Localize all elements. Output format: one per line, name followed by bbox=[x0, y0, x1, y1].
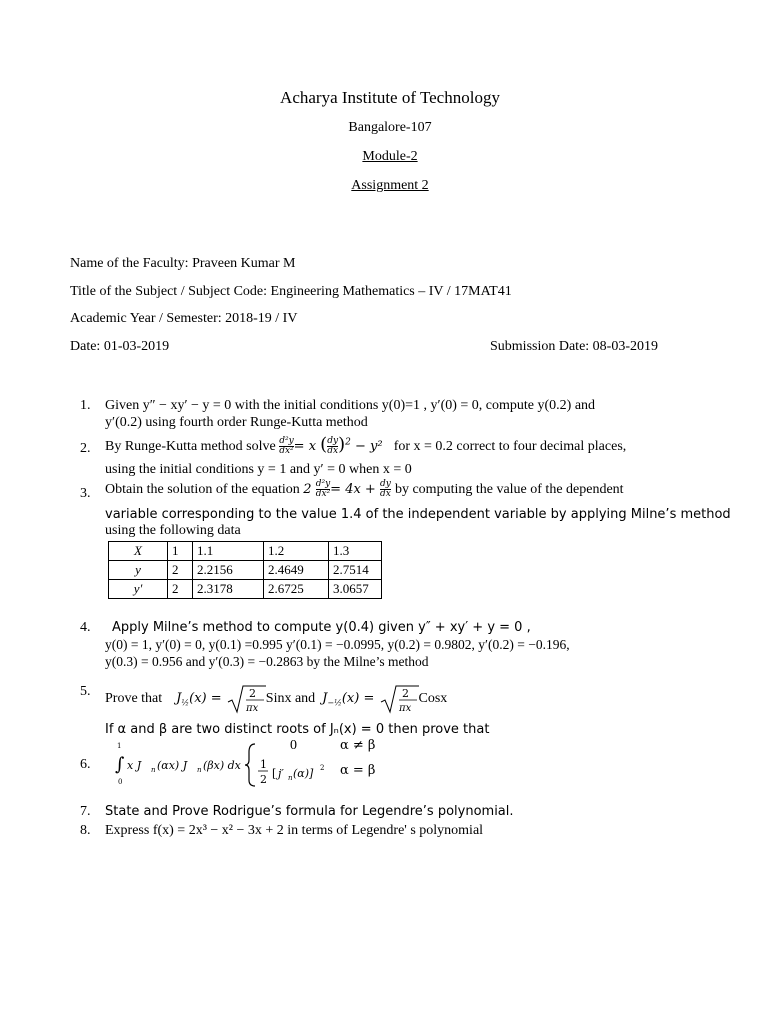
question-1-number: 1. bbox=[80, 398, 91, 413]
svg-text:n: n bbox=[197, 766, 202, 774]
table-cell: 2 bbox=[168, 561, 193, 580]
table-row bbox=[109, 542, 382, 561]
svg-text:0: 0 bbox=[118, 778, 123, 786]
question-4-line-2: y(0) = 1, y′(0) = 0, y(0.1) =0.995 y′(0.1) = −0.0995, y(0.2) = 0.9802, y′(0.2) = −0.196, bbox=[105, 637, 570, 652]
table-cell: 3.0657 bbox=[329, 580, 382, 599]
table-cell: 2 bbox=[168, 580, 193, 599]
question-2-number: 2. bbox=[80, 441, 91, 456]
question-6-intro: If α and β are two distinct roots of Jₙ(x) = 0 then prove that bbox=[105, 722, 490, 737]
academic-year-line: Academic Year / Semester: 2018-19 / IV bbox=[70, 311, 298, 326]
faculty-line: Name of the Faculty: Praveen Kumar M bbox=[70, 256, 296, 271]
svg-text:x J: x J bbox=[127, 759, 142, 772]
table-cell: 1.3 bbox=[329, 542, 382, 561]
svg-text:(βx) dx: (βx) dx bbox=[203, 759, 241, 772]
question-3-equation: 2 $\frac{\text{d²y}}{\text{dx²}}$ = 4x + $\frac{dy}{dx}$ bbox=[303, 479, 391, 499]
question-7-text: State and Prove Rodrigue’s formula for Legendre’s polynomial. bbox=[105, 804, 514, 819]
svg-text:n: n bbox=[151, 766, 156, 774]
question-3-line-2: variable corresponding to the value 1.4 of the independent variable by applying Milne’s method bbox=[105, 507, 731, 522]
case-1-value: 0 bbox=[290, 738, 297, 753]
case-2-condition: α = β bbox=[340, 763, 376, 778]
submission-date-line: Submission Date: 08-03-2019 bbox=[490, 339, 658, 354]
question-4-line-3: y(0.3) = 0.956 and y′(0.3) = −0.2863 by the Milne’s method bbox=[105, 654, 429, 669]
svg-text:(α)]: (α)] bbox=[293, 767, 314, 780]
svg-text:2: 2 bbox=[320, 764, 325, 772]
city-line: Bangalore-107 bbox=[348, 120, 432, 135]
date-line: Date: 01-03-2019 bbox=[70, 339, 170, 354]
svg-text:2: 2 bbox=[248, 687, 256, 700]
subject-line: Title of the Subject / Subject Code: Engineering Mathematics – IV / 17MAT41 bbox=[70, 284, 512, 299]
table-cell: 1.1 bbox=[193, 542, 264, 561]
svg-text:1: 1 bbox=[117, 742, 122, 750]
svg-text:n: n bbox=[288, 774, 293, 782]
question-5-line: Prove that $J_{\frac{1}{2}}(x)$ = 2 πx Sinx and $J_{-\frac{1}{2}}(x)$ = 2 πx Cosx bbox=[105, 684, 447, 714]
question-3-line-1: Obtain the solution of the equation 2 $\frac{\text{d²y}}{\text{dx²}}$ = 4x + $\frac{dy}{dx}$ by computing the value of the dependent bbox=[105, 479, 624, 499]
table-row bbox=[109, 580, 382, 599]
table-row bbox=[109, 561, 382, 580]
table-cell: y bbox=[109, 561, 168, 580]
sqrt-icon bbox=[379, 684, 419, 714]
svg-text:πx: πx bbox=[398, 703, 411, 714]
milne-data-table bbox=[108, 541, 382, 599]
question-4-line-1: Apply Milne’s method to compute y(0.4) given y″ + xy′ + y = 0 , bbox=[112, 620, 531, 635]
bessel-j-minus-half-expression: $J_{-\frac{1}{2}}(x)$ = bbox=[322, 691, 379, 708]
svg-text:2: 2 bbox=[401, 687, 409, 700]
question-1-line-2: y′(0.2) using fourth order Runge-Kutta method bbox=[105, 415, 368, 430]
table-cell: 2.3178 bbox=[193, 580, 264, 599]
svg-text:∫: ∫ bbox=[115, 754, 125, 775]
question-7-number: 7. bbox=[80, 804, 91, 819]
question-8-text: Express f(x) = 2x³ − x² − 3x + 2 in terms of Legendre' s polynomial bbox=[105, 823, 484, 838]
bessel-j-half-expression: $J_{\frac{1}{2}}(x)$ = bbox=[176, 691, 226, 708]
table-cell: 1 bbox=[168, 542, 193, 561]
question-2-line-2: using the initial conditions y = 1 and y′ = 0 when x = 0 bbox=[105, 462, 412, 477]
case-2-value bbox=[258, 756, 338, 786]
module-heading: Module-2 bbox=[362, 149, 418, 164]
table-cell: y′ bbox=[109, 580, 168, 599]
svg-text:2: 2 bbox=[260, 773, 267, 786]
question-4-number: 4. bbox=[80, 620, 91, 635]
svg-text:πx: πx bbox=[245, 703, 258, 714]
table-cell: 2.7514 bbox=[329, 561, 382, 580]
svg-text:[: [ bbox=[272, 767, 277, 780]
table-cell: X bbox=[109, 542, 168, 561]
question-5-number: 5. bbox=[80, 684, 91, 699]
institute-title: Acharya Institute of Technology bbox=[280, 88, 500, 107]
svg-text:1: 1 bbox=[260, 758, 267, 771]
question-3-number: 3. bbox=[80, 486, 91, 501]
bessel-derivative-expression bbox=[258, 756, 338, 786]
table-cell: 2.4649 bbox=[264, 561, 329, 580]
question-2-equation: $\frac{\text{d²y}}{\text{dx²}}$ = x ( $\frac{dy}{dx}$ )$^2$ − y² bbox=[279, 434, 387, 456]
table-cell: 2.6725 bbox=[264, 580, 329, 599]
assignment-heading: Assignment 2 bbox=[351, 178, 429, 193]
question-3-line-3: using the following data bbox=[105, 523, 241, 538]
question-2-line-1: By Runge-Kutta method solve $\frac{\text{d²y}}{\text{dx²}}$ = x ( $\frac{dy}{dx}$ )$^2$ − y² for x = 0.2 correct to four decimal places, bbox=[105, 434, 627, 456]
table-cell: 1.2 bbox=[264, 542, 329, 561]
case-1-condition: α ≠ β bbox=[340, 738, 376, 753]
question-8-number: 8. bbox=[80, 823, 91, 838]
svg-text:j′: j′ bbox=[278, 767, 284, 780]
question-6-number: 6. bbox=[80, 757, 91, 772]
question-1-line-1: Given y″ − xy′ − y = 0 with the initial conditions y(0)=1 , y′(0) = 0, compute y(0.2) and bbox=[105, 398, 596, 413]
svg-text:(αx) J: (αx) J bbox=[157, 759, 188, 772]
table-cell: 2.2156 bbox=[193, 561, 264, 580]
sqrt-icon bbox=[226, 684, 266, 714]
